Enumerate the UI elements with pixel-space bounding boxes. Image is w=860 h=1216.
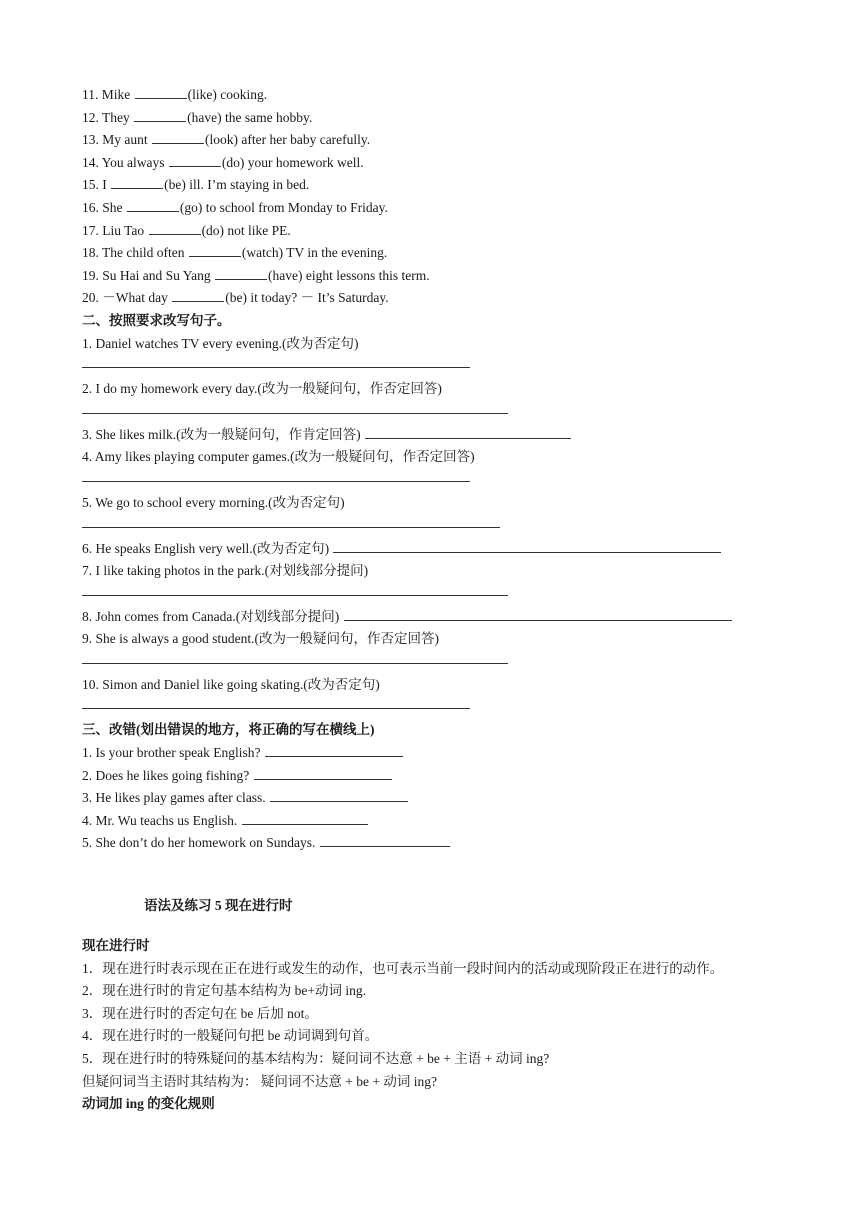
grammar-point: 5．现在进行时的特殊疑问的基本结构为：疑问词不达意 + be + 主语 + 动词 ing? [82, 1051, 550, 1066]
answer-blank[interactable] [344, 608, 732, 621]
answer-blank[interactable] [111, 176, 163, 189]
rule-heading: 动词加 ing 的变化规则 [82, 1096, 215, 1112]
grammar-point: 4．现在进行时的一般疑问句把 be 动词调到句首。 [82, 1028, 379, 1044]
list-item: 13. My aunt (look) after her baby carefully. [82, 132, 371, 148]
answer-blank[interactable] [270, 789, 408, 802]
answer-blank[interactable] [320, 834, 450, 847]
answer-blank[interactable] [365, 426, 571, 439]
error-correction-list [82, 742, 782, 855]
answer-line[interactable] [82, 583, 508, 596]
list-item: 1. Daniel watches TV every evening.(改为否定句) [82, 335, 359, 351]
answer-line[interactable] [82, 696, 470, 709]
grammar-point: 2．现在进行时的肯定句基本结构为 be+动词 ing. [82, 983, 366, 999]
list-item: 17. Liu Tao (do) not like PE. [82, 222, 291, 238]
answer-line[interactable] [82, 355, 470, 368]
section-title: 语法及练习 5 现在进行时 [144, 898, 293, 914]
list-item: 7. I like taking photos in the park.(对划线部分提问) [82, 563, 369, 579]
list-item: 4. Amy likes playing computer games.(改为一般疑问句，作否定回答) [82, 449, 475, 465]
rewrite-list [82, 333, 782, 710]
answer-blank[interactable] [127, 199, 179, 212]
list-item: 9. She is always a good student.(改为一般疑问句，作否定回答) [82, 631, 439, 647]
answer-blank[interactable] [265, 744, 403, 757]
list-item: 14. You always (do) your homework well. [82, 154, 364, 170]
answer-line[interactable] [82, 469, 470, 482]
answer-blank[interactable] [135, 86, 187, 99]
list-item: 19. Su Hai and Su Yang (have) eight lessons this term. [82, 267, 430, 283]
answer-blank[interactable] [172, 289, 224, 302]
answer-blank[interactable] [149, 222, 201, 235]
list-item: 2. Does he likes going fishing? [82, 765, 782, 788]
list-item: 2. I do my homework every day.(改为一般疑问句，作否定回答) [82, 381, 442, 397]
list-item: 8. John comes from Canada.(对划线部分提问) [82, 606, 782, 629]
list-item: 3. He likes play games after class. [82, 787, 782, 810]
list-item: 5. We go to school every morning.(改为否定句) [82, 494, 345, 510]
list-item: 20. －What day (be) it today? － It’s Saturday. [82, 290, 389, 306]
grammar-note: 但疑问词当主语时其结构为： 疑问词不达意 + be + 动词 ing? [82, 1073, 437, 1089]
answer-blank[interactable] [215, 267, 267, 280]
list-item: 16. She (go) to school from Monday to Friday. [82, 199, 388, 215]
answer-blank[interactable] [169, 154, 221, 167]
answer-blank[interactable] [134, 109, 186, 122]
answer-blank[interactable] [254, 767, 392, 780]
list-item: 6. He speaks English very well.(改为否定句) [82, 538, 782, 561]
answer-line[interactable] [82, 401, 508, 414]
section-heading: 二、按照要求改写句子。 [82, 312, 231, 328]
list-item: 4. Mr. Wu teachs us English. [82, 810, 782, 833]
list-item: 10. Simon and Daniel like going skating.(改为否定句) [82, 676, 380, 692]
answer-blank[interactable] [152, 131, 204, 144]
list-item: 15. I (be) ill. I’m staying in bed. [82, 177, 310, 193]
grammar-point: 3．现在进行时的否定句在 be 后加 not。 [82, 1005, 318, 1021]
section-heading: 三、改错(划出错误的地方，将正确的写在横线上) [82, 722, 375, 738]
grammar-point: 1．现在进行时表示现在正在进行或发生的动作，也可表示当前一段时间内的活动或现阶段正在进行的动作。 [82, 960, 724, 976]
sub-heading: 现在进行时 [82, 938, 150, 954]
list-item: 12. They (have) the same hobby. [82, 109, 313, 125]
list-item: 1. Is your brother speak English? [82, 742, 782, 765]
answer-blank[interactable] [242, 812, 368, 825]
answer-blank[interactable] [189, 244, 241, 257]
list-item: 11. Mike (like) cooking. [82, 87, 268, 102]
list-item: 3. She likes milk.(改为一般疑问句，作肯定回答) [82, 424, 782, 447]
answer-line[interactable] [82, 515, 500, 528]
worksheet-page [82, 84, 782, 1116]
fill-in-list [82, 84, 782, 310]
list-item: 5. She don’t do her homework on Sundays. [82, 832, 782, 855]
answer-blank[interactable] [333, 540, 721, 553]
list-item: 18. The child often (watch) TV in the evening. [82, 245, 388, 261]
answer-line[interactable] [82, 651, 508, 664]
